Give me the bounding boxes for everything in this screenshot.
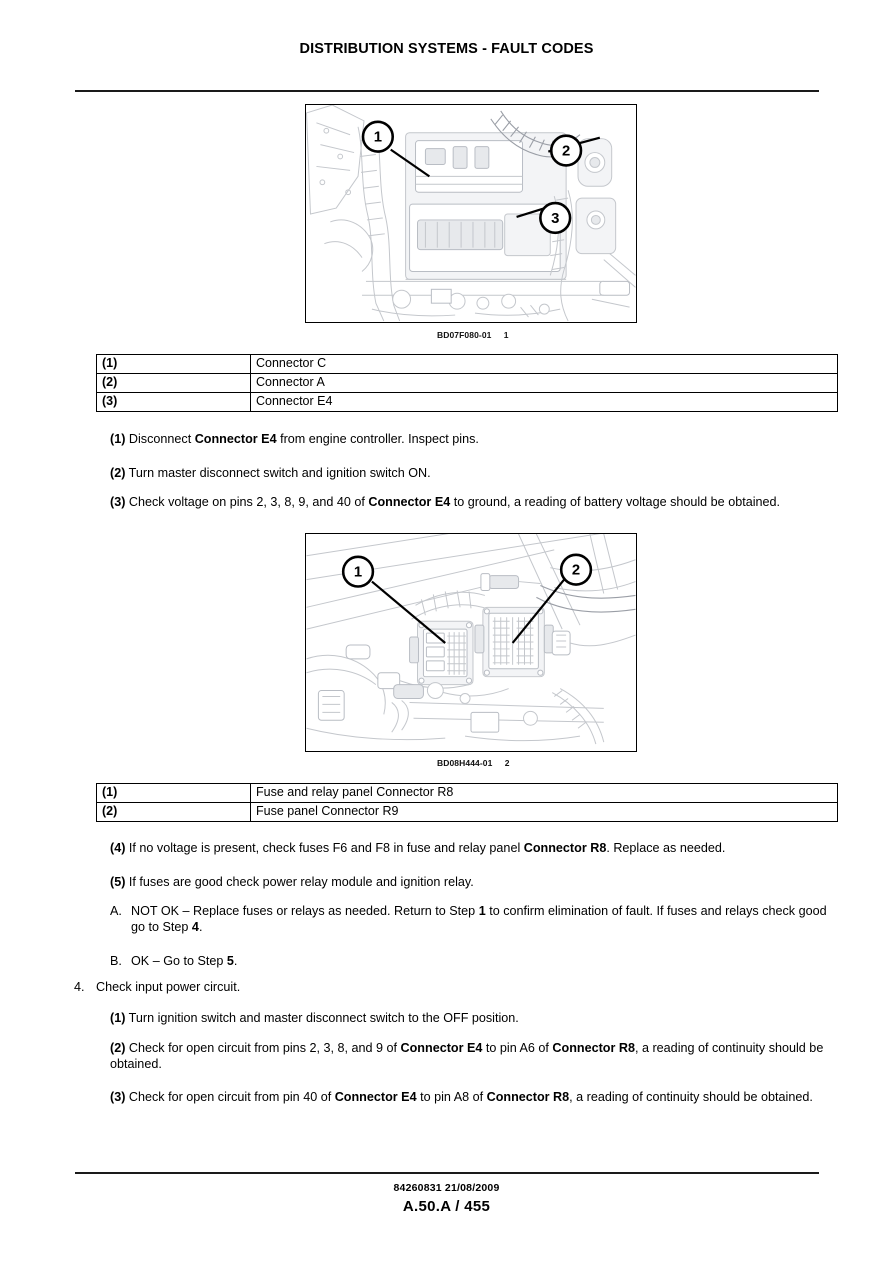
page-title: DISTRIBUTION SYSTEMS - FAULT CODES xyxy=(299,41,594,57)
sub-item-marker: B. xyxy=(110,954,122,968)
footer-divider xyxy=(75,1172,819,1174)
step-marker: (1) xyxy=(110,1011,126,1025)
figure-2-callout-1 xyxy=(343,557,373,587)
step-marker: (1) xyxy=(110,432,126,446)
legend-key: (3) xyxy=(97,393,251,412)
figure-1-engine-controller xyxy=(305,104,637,323)
legend-value: Connector E4 xyxy=(251,393,838,412)
step-marker: (5) xyxy=(110,875,126,889)
step-1-paragraph: (1) Disconnect Connector E4 from engine controller. Inspect pins. xyxy=(110,432,479,446)
step-4-sub-3: (3) Check for open circuit from pin 40 of Connector E4 to pin A8 of Connector R8, a reading of continuity should be obtained. xyxy=(110,1090,813,1104)
legend-value: Connector A xyxy=(251,374,838,393)
figure-1-callout-2 xyxy=(551,136,581,166)
step-4-sub-1: (1) Turn ignition switch and master disconnect switch to the OFF position. xyxy=(110,1011,519,1025)
numbered-step-4 xyxy=(74,979,834,995)
step-3-paragraph: (3) Check voltage on pins 2, 3, 8, 9, and 40 of Connector E4 to ground, a reading of battery voltage should be obtained. xyxy=(110,495,781,509)
figure-2-fuse-relay-panels xyxy=(305,533,637,752)
step-marker: (2) xyxy=(110,466,126,480)
legend-key: (2) xyxy=(97,803,251,822)
step-marker: (2) xyxy=(110,1041,126,1055)
footer-page-number: A.50.A / 455 xyxy=(402,1198,491,1215)
table-row xyxy=(97,393,838,412)
figure-1-callout-3 xyxy=(540,203,570,233)
svg-text:2: 2 xyxy=(571,562,581,579)
legend-value: Fuse panel Connector R9 xyxy=(251,803,838,822)
legend-value: Fuse and relay panel Connector R8 xyxy=(251,784,838,803)
figure-1-callout-1 xyxy=(363,122,393,152)
step-4-sub-2: (2) Check for open circuit from pins 2, 3, 8, and 9 of Connector E4 to pin A6 of Connector R8, a reading of continuity should be obtained. xyxy=(110,1041,824,1072)
page-footer xyxy=(0,1182,893,1215)
header-divider xyxy=(75,90,819,92)
step-2-paragraph: (2) Turn master disconnect switch and ignition switch ON. xyxy=(110,466,431,480)
step-5-paragraph: (5) If fuses are good check power relay module and ignition relay. xyxy=(110,875,474,889)
figure-2-legend-table xyxy=(96,783,838,822)
step-marker: (4) xyxy=(110,841,126,855)
step-marker: (3) xyxy=(110,1090,126,1104)
footer-document-code: 84260831 21/08/2009 xyxy=(393,1182,500,1194)
svg-text:2: 2 xyxy=(561,143,571,160)
figure-2-callout-2 xyxy=(561,555,591,585)
figure-2-caption: BD08H444-01 2 xyxy=(437,758,510,768)
table-row xyxy=(97,803,838,822)
sub-item-b: B. OK – Go to Step 5. xyxy=(110,954,238,968)
table-row xyxy=(97,355,838,374)
legend-value: Connector C xyxy=(251,355,838,374)
svg-text:1: 1 xyxy=(373,129,382,146)
step-marker: (3) xyxy=(110,495,126,509)
sub-item-a: A. NOT OK – Replace fuses or relays as needed. Return to Step 1 to confirm elimination of fault. If fuses and relays check good go to Step 4. xyxy=(110,904,827,935)
step-4-paragraph: (4) If no voltage is present, check fuses F6 and F8 in fuse and relay panel Connector R8. Replace as needed. xyxy=(110,841,726,855)
legend-key: (1) xyxy=(97,784,251,803)
table-row xyxy=(97,784,838,803)
svg-text:1: 1 xyxy=(353,564,363,581)
legend-key: (2) xyxy=(97,374,251,393)
table-row xyxy=(97,374,838,393)
figure-1-legend-table xyxy=(96,354,838,412)
legend-key: (1) xyxy=(97,355,251,374)
svg-text:3: 3 xyxy=(551,210,560,227)
figure-1-caption: BD07F080-01 1 xyxy=(437,330,509,340)
numbered-step-title: Check input power circuit. xyxy=(96,980,241,994)
numbered-step-marker: 4. xyxy=(74,980,85,994)
sub-item-marker: A. xyxy=(110,904,122,918)
